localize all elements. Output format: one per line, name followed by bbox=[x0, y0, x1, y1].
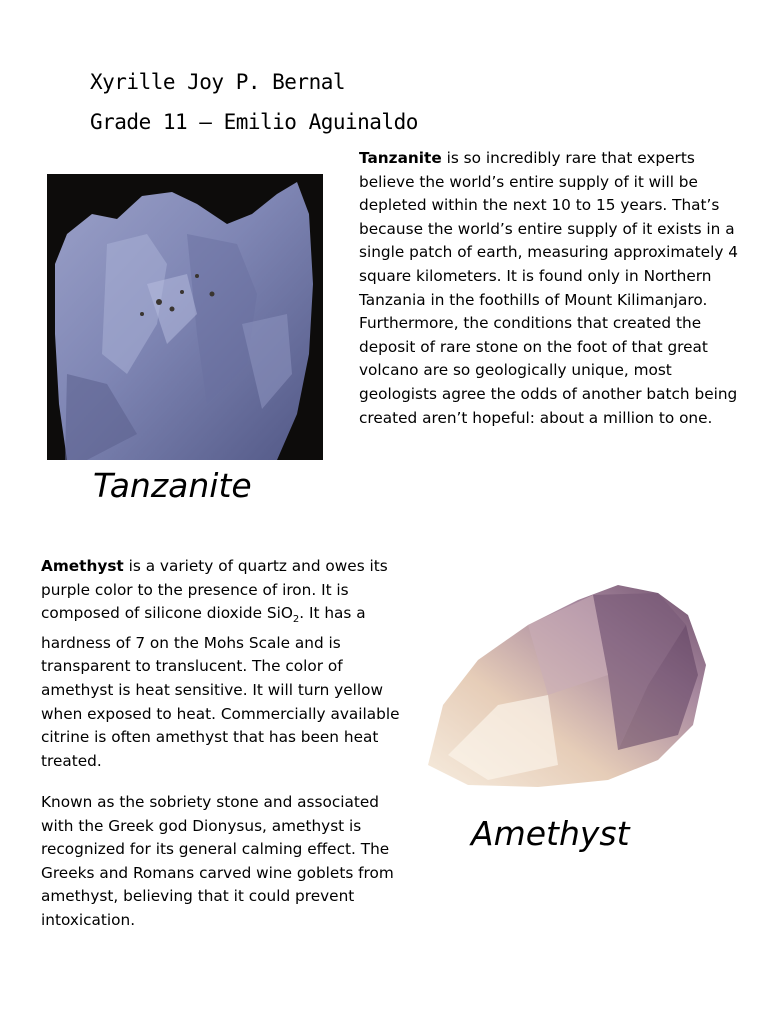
author-grade-section: Grade 11 – Emilio Aguinaldo bbox=[90, 110, 418, 134]
amethyst-caption: Amethyst bbox=[471, 814, 630, 853]
tanzanite-photo bbox=[47, 174, 323, 460]
author-block bbox=[90, 62, 418, 142]
amethyst-formula-subscript: 2 bbox=[292, 614, 300, 626]
amethyst-term: Amethyst bbox=[41, 557, 124, 575]
amethyst-lore: Known as the sobriety stone and associated with the Greek god Dionysus, amethyst is recognized for its general calming effect. The Greeks and Romans carved wine goblets from amethyst, believing that it could prevent intoxication. bbox=[41, 793, 394, 929]
tanzanite-description bbox=[359, 147, 739, 430]
tanzanite-term: Tanzanite bbox=[359, 149, 442, 167]
author-name: Xyrille Joy P. Bernal bbox=[90, 70, 346, 94]
tanzanite-caption: Tanzanite bbox=[93, 466, 252, 505]
tanzanite-text: is so incredibly rare that experts believe the world’s entire supply of it will be depleted within the next 10 to 15 years. That’s because the world’s entire supply of it exists in a single patch of earth, measuring approximately 4 square kilometers. It is found only in Northern Tanzania in the foothills of Mount Kilimanjaro. Furthermore, the conditions that created the deposit of rare stone on the foot of that great volcano are so geologically unique, most geologists agree the odds of another batch being created aren’t hopeful: about a million to one. bbox=[359, 149, 738, 427]
amethyst-text-b: . It has a hardness of 7 on the Mohs Scale and is transparent to translucent. The color of amethyst is heat sensitive. It will turn yellow when exposed to heat. Commercially available citrine is often amethyst that has been heat treated. bbox=[41, 604, 400, 770]
amethyst-description bbox=[41, 555, 413, 773]
amethyst-text-a: is a variety of quartz and owes its purple color to the presence of iron. It is composed of silicone dioxide SiO bbox=[41, 557, 388, 623]
amethyst-photo bbox=[418, 565, 718, 795]
